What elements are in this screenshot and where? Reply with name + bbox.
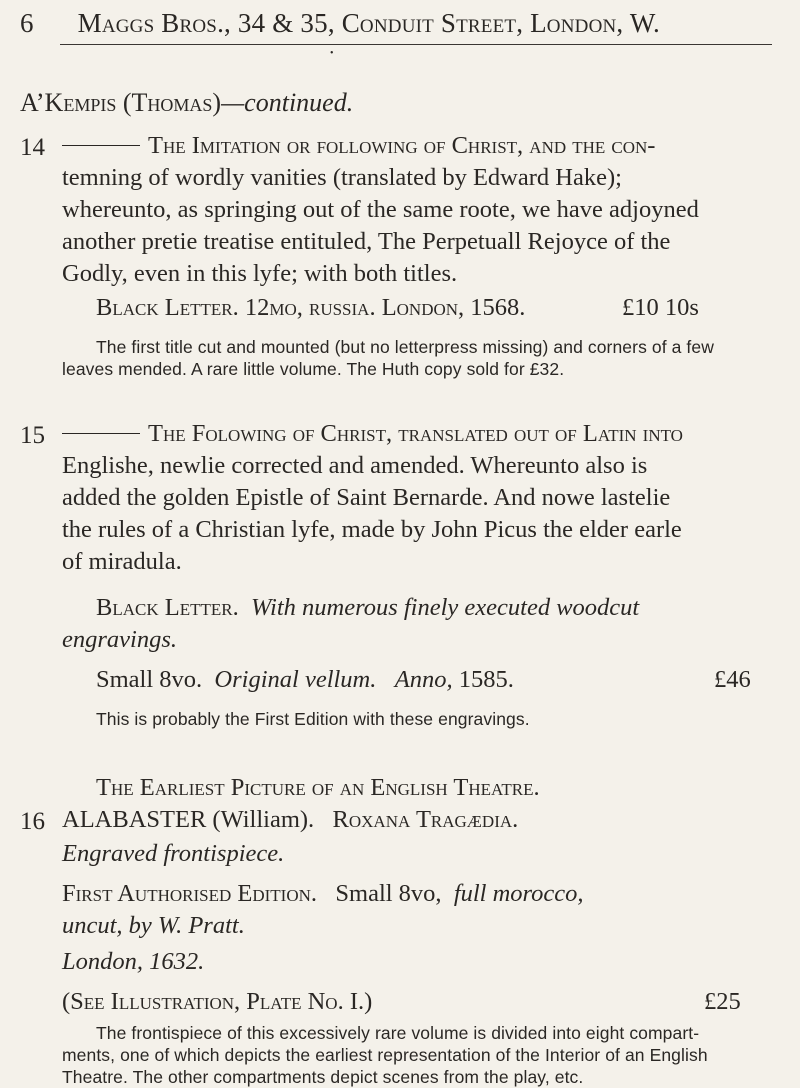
entry-detail-line: Black Letter. With numerous finely executed woodcut bbox=[96, 594, 640, 621]
entry-note-line: leaves mended. A rare little volume. The Huth copy sold for £32. bbox=[62, 359, 565, 379]
entry-price: £25 bbox=[704, 988, 741, 1015]
entry-title-line: Godly, even in this lyfe; with both titles. bbox=[62, 260, 458, 287]
page-number: 6 bbox=[20, 8, 34, 38]
entry-detail: Black Letter. 12mo, russia. London, 1568. bbox=[96, 294, 526, 321]
section-heading: The Earliest Picture of an English Theatre. bbox=[96, 774, 540, 801]
author-name: A’Kempis (Thomas) bbox=[20, 88, 222, 117]
entry-detail-line: uncut, by W. Pratt. bbox=[62, 912, 245, 939]
entry-note-line: ments, one of which depicts the earliest representation of the Interior of an English bbox=[62, 1045, 708, 1065]
entry-author: ALABASTER (William). bbox=[62, 806, 315, 833]
entry-title-line: The Imitation or following of Christ, and the con- bbox=[62, 130, 655, 162]
entry-price: £10 10s bbox=[622, 294, 699, 321]
entry-detail-line: London, 1632. bbox=[62, 948, 205, 975]
author-heading bbox=[20, 88, 353, 118]
entry-detail-line: Small 8vo. Original vellum. Anno, 1585. bbox=[96, 666, 514, 693]
entry-number: 14 bbox=[20, 134, 45, 161]
entry-title-line: temning of wordly vanities (translated by Edward Hake); bbox=[62, 164, 622, 191]
entry-detail-line: First Authorised Edition. Small 8vo, full morocco, bbox=[62, 880, 584, 907]
entry-number: 15 bbox=[20, 422, 45, 449]
entry-note-line: Theatre. The other compartments depict scenes from the play, etc. bbox=[62, 1067, 584, 1087]
entry-price: £46 bbox=[714, 666, 751, 693]
entry-title-line: whereunto, as springing out of the same roote, we have adjoyned bbox=[62, 196, 699, 223]
entry-note-line: The frontispiece of this excessively rare volume is divided into eight compart- bbox=[96, 1023, 700, 1043]
entry-title: Roxana Tragædia. bbox=[332, 806, 519, 833]
header-dot: • bbox=[330, 48, 334, 59]
entry-detail-line: Engraved frontispiece. bbox=[62, 840, 285, 867]
entry-detail-line: engravings. bbox=[62, 626, 177, 653]
entry-title-line: added the golden Epistle of Saint Bernarde. And nowe lastelie bbox=[62, 484, 671, 511]
entry-title-line: Englishe, newlie corrected and amended. Whereunto also is bbox=[62, 452, 648, 479]
continued-label: —continued. bbox=[221, 88, 354, 117]
entry-title-line: The Folowing of Christ, translated out of Latin into bbox=[62, 418, 683, 450]
page-header bbox=[20, 8, 660, 39]
entry-title-line bbox=[62, 804, 518, 836]
entry-note-line: The first title cut and mounted (but no letterpress missing) and corners of a few bbox=[96, 337, 714, 357]
entry-title-line: another pretie treatise entituled, The Perpetuall Rejoyce of the bbox=[62, 228, 671, 255]
entry-title-line: of miradula. bbox=[62, 548, 182, 575]
header-rule bbox=[60, 44, 772, 45]
entry-note: This is probably the First Edition with these engravings. bbox=[96, 709, 530, 729]
entry-title-line: the rules of a Christian lyfe, made by John Picus the elder earle bbox=[62, 516, 682, 543]
entry-number: 16 bbox=[20, 808, 45, 835]
publisher-line: Maggs Bros., 34 & 35, Conduit Street, London, W. bbox=[77, 8, 660, 38]
entry-detail-line: (See Illustration, Plate No. I.) bbox=[62, 988, 373, 1015]
